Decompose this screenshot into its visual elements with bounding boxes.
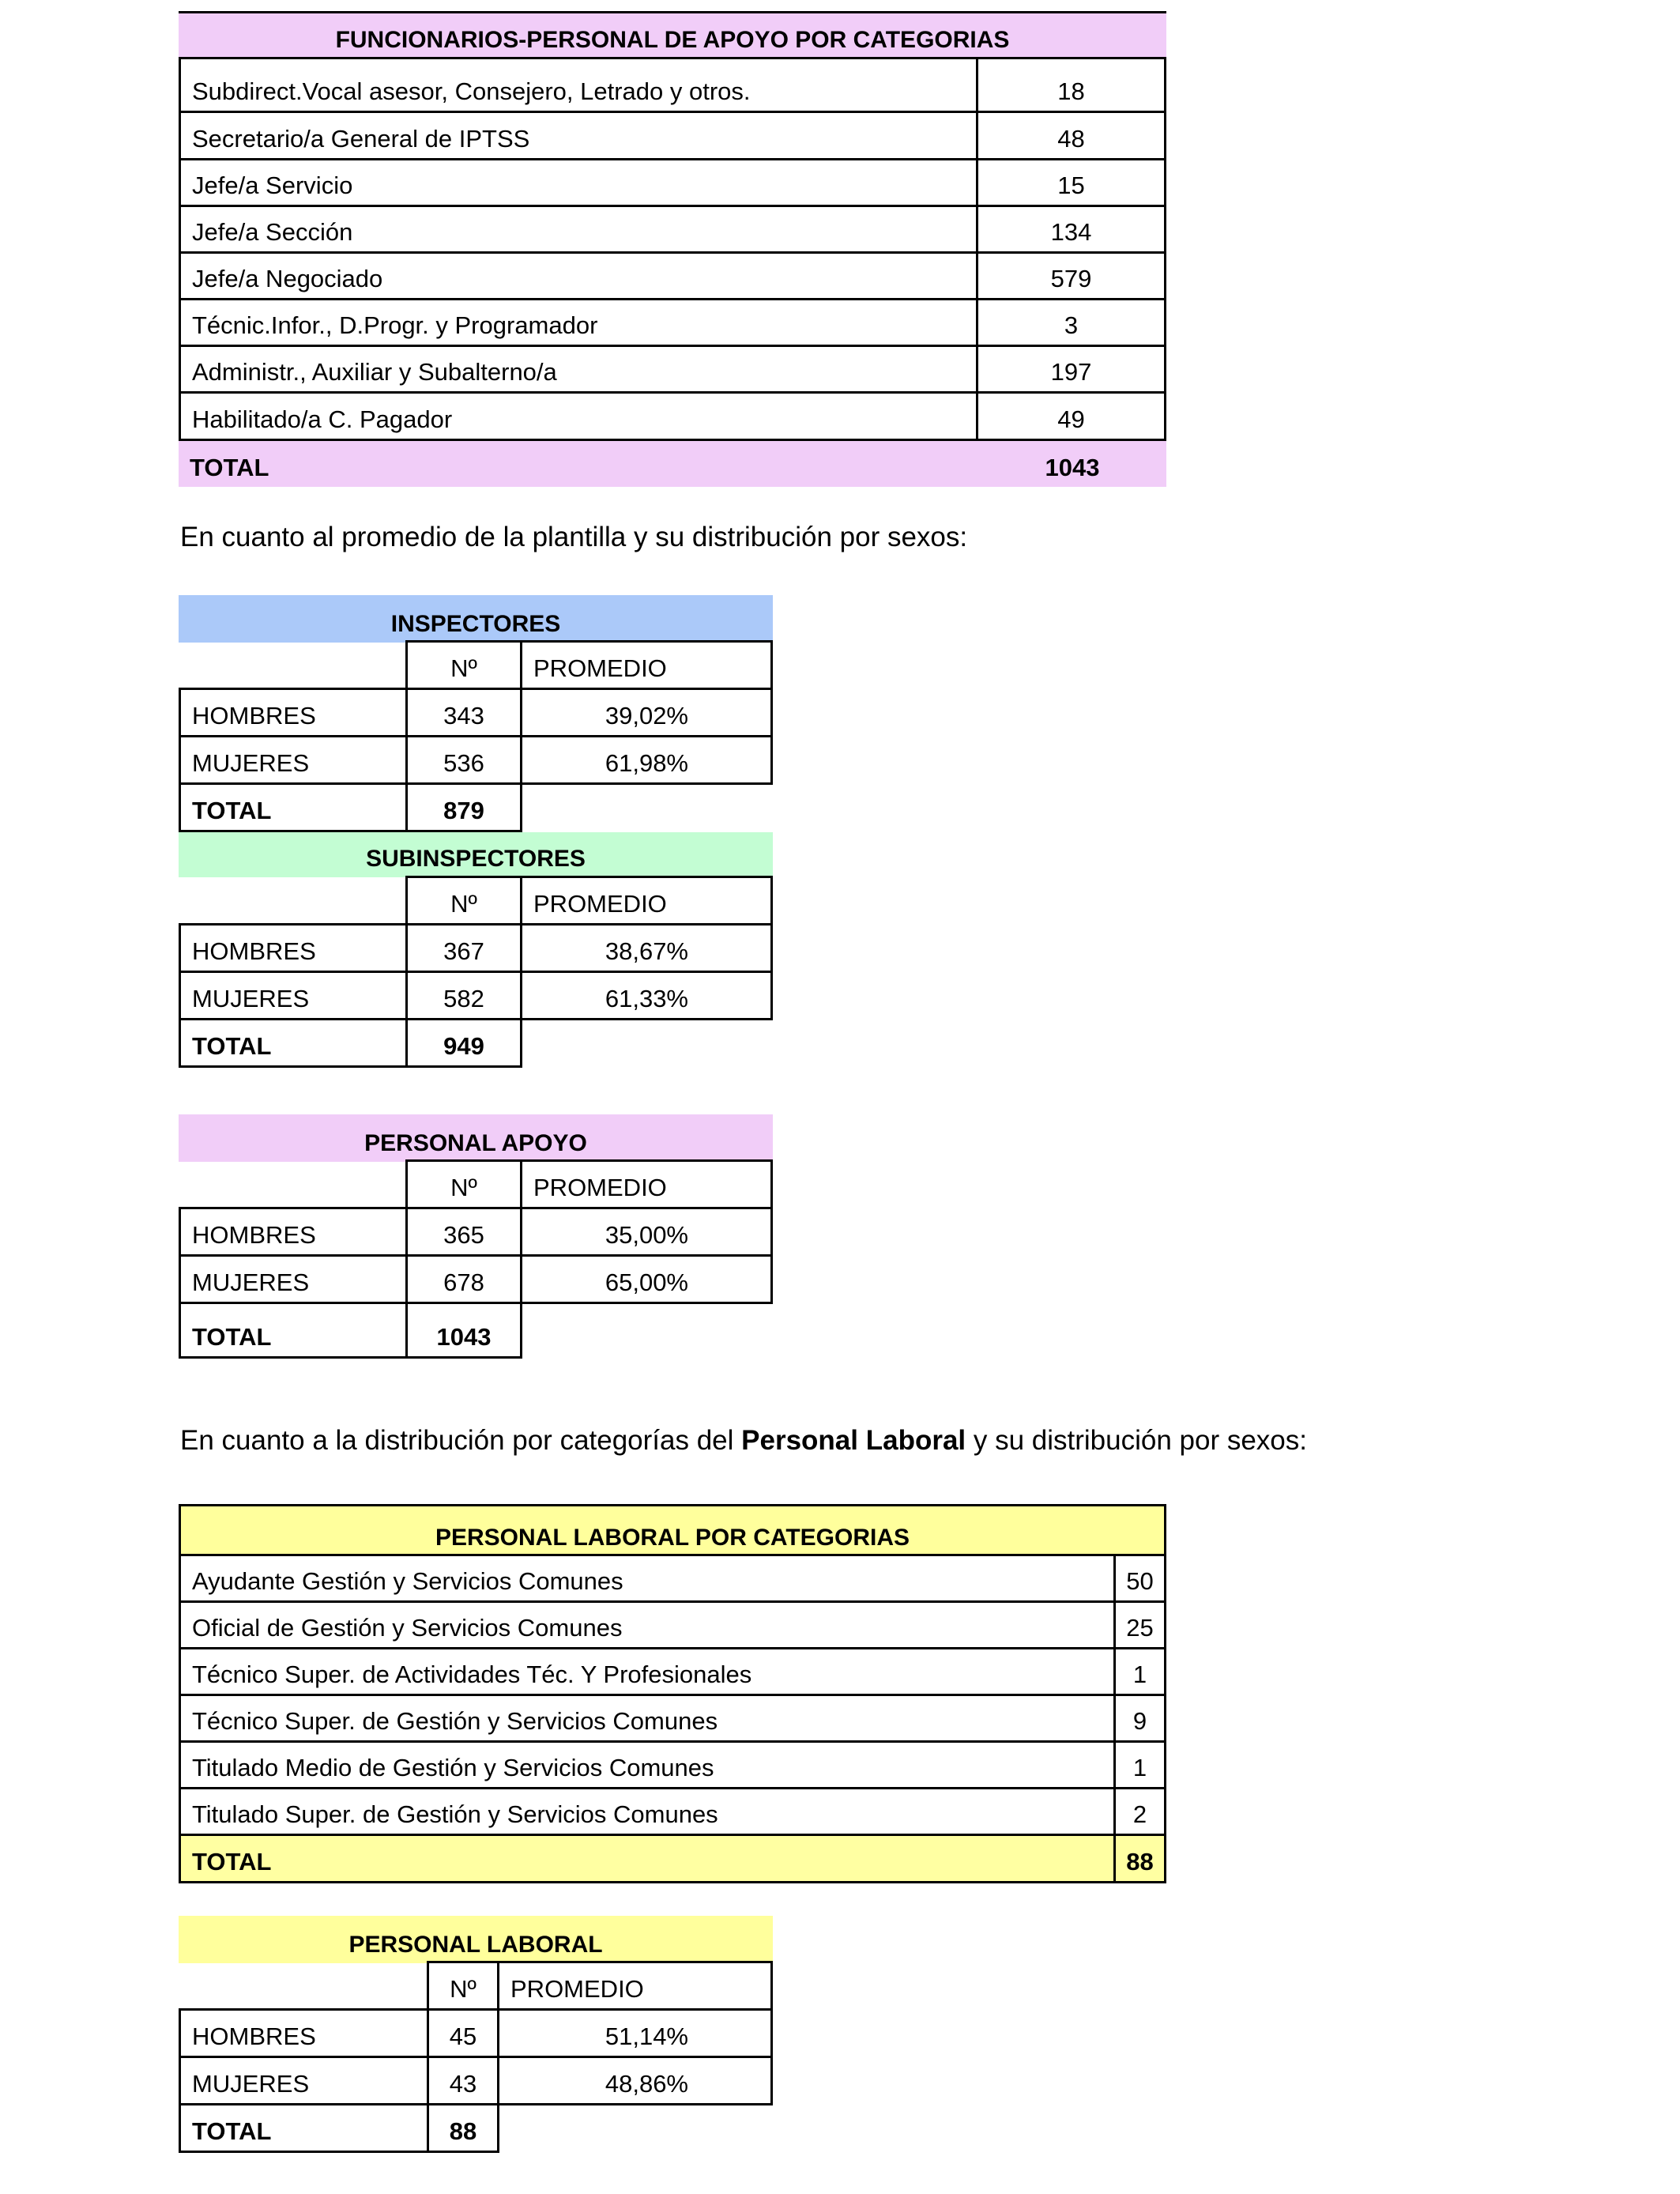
row-n: 536: [405, 735, 522, 785]
row-label-mujeres: MUJERES: [179, 735, 408, 785]
table-cell-value: 1: [1113, 1740, 1166, 1789]
table-cell-value: 25: [1113, 1600, 1166, 1649]
table-cell-value: 50: [1113, 1554, 1166, 1603]
row-promedio: 48,86%: [497, 2056, 773, 2105]
table-total-label: TOTAL: [179, 1834, 1116, 1883]
row-label-mujeres: MUJERES: [179, 971, 408, 1020]
table-total-value: 1043: [978, 441, 1166, 487]
row-n: 343: [405, 688, 522, 737]
table-cell-label: Subdirect.Vocal asesor, Consejero, Letrado y otros.: [179, 57, 978, 113]
table-cell-label: Secretario/a General de IPTSS: [179, 111, 978, 160]
row-label-mujeres: MUJERES: [179, 1254, 408, 1304]
table-total-value: 1043: [405, 1302, 522, 1359]
table-total-label: TOTAL: [179, 441, 978, 487]
table-cell-label: Jefe/a Sección: [179, 205, 978, 254]
row-n: 45: [427, 2008, 499, 2058]
row-promedio: 65,00%: [520, 1254, 773, 1304]
table-title: FUNCIONARIOS-PERSONAL DE APOYO POR CATEGORIAS: [179, 13, 1166, 58]
table-cell-label: Jefe/a Servicio: [179, 158, 978, 207]
table-cell-value: 197: [976, 345, 1166, 394]
paragraph-promedio: En cuanto al promedio de la plantilla y su distribución por sexos:: [180, 522, 968, 552]
header-n: Nº: [405, 876, 522, 925]
row-promedio: 38,67%: [520, 923, 773, 973]
row-label-hombres: HOMBRES: [179, 688, 408, 737]
table-cell-label: Habilitado/a C. Pagador: [179, 391, 978, 441]
row-promedio: 61,98%: [520, 735, 773, 785]
table-title: PERSONAL LABORAL POR CATEGORIAS: [179, 1504, 1166, 1556]
table-total-label: TOTAL: [179, 782, 408, 832]
table-total-label: TOTAL: [179, 1018, 408, 1068]
row-promedio: 39,02%: [520, 688, 773, 737]
row-promedio: 35,00%: [520, 1207, 773, 1257]
row-n: 367: [405, 923, 522, 973]
table-cell-label: Titulado Super. de Gestión y Servicios Comunes: [179, 1787, 1116, 1836]
header-n: Nº: [427, 1961, 499, 2011]
table-cell-label: Técnic.Infor., D.Progr. y Programador: [179, 298, 978, 347]
table-cell-label: Administr., Auxiliar y Subalterno/a: [179, 345, 978, 394]
paragraph-text-after: y su distribución por sexos:: [966, 1425, 1308, 1456]
row-label-hombres: HOMBRES: [179, 2008, 429, 2058]
header-promedio: PROMEDIO: [520, 1159, 773, 1209]
table-cell-value: 48: [976, 111, 1166, 160]
header-n: Nº: [405, 640, 522, 690]
table-cell-value: 9: [1113, 1694, 1166, 1743]
row-n: 582: [405, 971, 522, 1020]
row-label-mujeres: MUJERES: [179, 2056, 429, 2105]
table-cell-value: 1: [1113, 1647, 1166, 1696]
table-cell-label: Oficial de Gestión y Servicios Comunes: [179, 1600, 1116, 1649]
header-promedio: PROMEDIO: [497, 1961, 773, 2011]
header-promedio: PROMEDIO: [520, 640, 773, 690]
table-cell-label: Jefe/a Negociado: [179, 251, 978, 300]
table-total-value: 949: [405, 1018, 522, 1068]
paragraph-laboral: [180, 1425, 1307, 1457]
row-label-hombres: HOMBRES: [179, 923, 408, 973]
table-total-value: 88: [1113, 1834, 1166, 1883]
table-cell-value: 18: [976, 57, 1166, 113]
table-total-label: TOTAL: [179, 2103, 429, 2153]
table-cell-value: 2: [1113, 1787, 1166, 1836]
row-promedio: 51,14%: [497, 2008, 773, 2058]
table-cell-value: 3: [976, 298, 1166, 347]
table-cell-label: Técnico Super. de Actividades Téc. Y Profesionales: [179, 1647, 1116, 1696]
row-n: 678: [405, 1254, 522, 1304]
table-title: PERSONAL LABORAL: [179, 1916, 773, 1963]
table-cell-value: 134: [976, 205, 1166, 254]
table-total-value: 88: [427, 2103, 499, 2153]
table-cell-value: 579: [976, 251, 1166, 300]
table-cell-label: Titulado Medio de Gestión y Servicios Comunes: [179, 1740, 1116, 1789]
row-promedio: 61,33%: [520, 971, 773, 1020]
header-n: Nº: [405, 1159, 522, 1209]
paragraph-text-before: En cuanto a la distribución por categorías del: [180, 1425, 742, 1456]
table-title: INSPECTORES: [179, 595, 773, 643]
table-cell-value: 15: [976, 158, 1166, 207]
table-total-label: TOTAL: [179, 1302, 408, 1359]
table-cell-label: Técnico Super. de Gestión y Servicios Comunes: [179, 1694, 1116, 1743]
header-promedio: PROMEDIO: [520, 876, 773, 925]
paragraph-text-bold: Personal Laboral: [741, 1425, 966, 1456]
table-total-value: 879: [405, 782, 522, 832]
row-n: 43: [427, 2056, 499, 2105]
row-label-hombres: HOMBRES: [179, 1207, 408, 1257]
table-cell-label: Ayudante Gestión y Servicios Comunes: [179, 1554, 1116, 1603]
table-title: SUBINSPECTORES: [179, 832, 773, 877]
table-cell-value: 49: [976, 391, 1166, 441]
table-title: PERSONAL APOYO: [179, 1114, 773, 1162]
row-n: 365: [405, 1207, 522, 1257]
